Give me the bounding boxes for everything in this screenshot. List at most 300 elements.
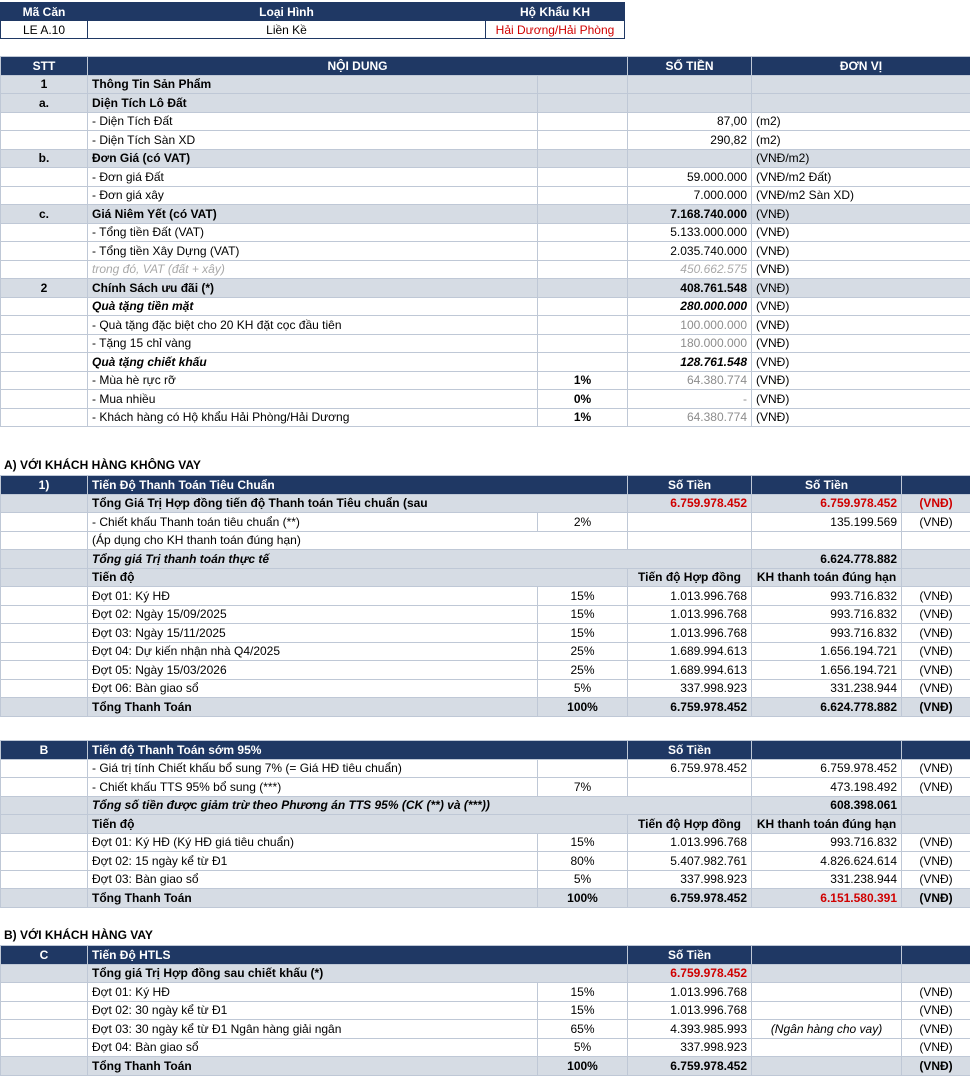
row-number xyxy=(1,371,88,390)
schedule-ontime: 331.238.944 xyxy=(752,870,902,889)
row-unit: (VNĐ/m2 Sàn XD) xyxy=(752,186,970,205)
schedule-unit: (VNĐ) xyxy=(902,1038,970,1057)
schedule-unit: (VNĐ) xyxy=(902,833,970,852)
amount-header: Số Tiền xyxy=(628,741,752,760)
blank xyxy=(1,698,88,717)
row-percent xyxy=(538,353,628,372)
blank xyxy=(1,759,88,778)
discount-percent: 7% xyxy=(538,778,628,797)
blank xyxy=(1,1057,88,1076)
schedule-unit: (VNĐ) xyxy=(902,679,970,698)
info-row xyxy=(1,205,970,224)
row-label: - Đơn giá xây xyxy=(88,186,538,205)
discount-row xyxy=(1,759,970,778)
row-amount xyxy=(628,94,752,113)
type-header: Loại Hình xyxy=(88,3,486,21)
row-number: c. xyxy=(1,205,88,224)
discount-note-row xyxy=(1,531,970,550)
discount-contract: 6.759.978.452 xyxy=(628,759,752,778)
row-label: - Diện Tích Đất xyxy=(88,112,538,131)
subheader-row xyxy=(1,815,970,834)
blank xyxy=(1,587,88,606)
row-percent xyxy=(538,260,628,279)
subheader-label: Tiến độ xyxy=(88,568,628,587)
sum-contract: 6.759.978.452 xyxy=(628,698,752,717)
household-value: Hải Dương/Hải Phòng xyxy=(486,21,625,39)
row-unit: (VNĐ) xyxy=(752,279,970,298)
type-value: Liền Kề xyxy=(88,21,486,39)
row-unit: (VNĐ) xyxy=(752,390,970,409)
total-row xyxy=(1,494,970,513)
sum-label: Tổng Thanh Toán xyxy=(88,889,538,908)
schedule-percent: 80% xyxy=(538,852,628,871)
row-percent xyxy=(538,75,628,94)
row-label: - Quà tặng đặc biệt cho 20 KH đặt cọc đầu tiên xyxy=(88,316,538,335)
subheader-ontime: KH thanh toán đúng hạn xyxy=(752,568,902,587)
info-row xyxy=(1,112,970,131)
sum-row xyxy=(1,1057,970,1076)
schedule-ontime: 993.716.832 xyxy=(752,624,902,643)
row-percent xyxy=(538,279,628,298)
loan-payment-table xyxy=(0,945,970,1076)
section-number: B xyxy=(1,741,88,760)
unit-header: ĐƠN VỊ xyxy=(752,57,970,76)
row-unit: (VNĐ) xyxy=(752,408,970,427)
schedule-label: Đợt 06: Bàn giao sổ xyxy=(88,679,538,698)
blank xyxy=(902,796,970,815)
row-amount: 450.662.575 xyxy=(628,260,752,279)
discount-unit: (VNĐ) xyxy=(902,778,970,797)
schedule-unit: (VNĐ) xyxy=(902,1001,970,1020)
row-number xyxy=(1,112,88,131)
schedule-contract: 4.393.985.993 xyxy=(628,1020,752,1039)
schedule-label: Đợt 03: Bàn giao sổ xyxy=(88,870,538,889)
row-number xyxy=(1,316,88,335)
row-percent xyxy=(538,149,628,168)
schedule-contract: 1.013.996.768 xyxy=(628,983,752,1002)
row-amount: 7.168.740.000 xyxy=(628,205,752,224)
row-label: - Tặng 15 chỉ vàng xyxy=(88,334,538,353)
discount-value: 473.198.492 xyxy=(752,778,902,797)
row-amount: - xyxy=(628,390,752,409)
total-ontime: 6.759.978.452 xyxy=(752,494,902,513)
discount-percent xyxy=(538,759,628,778)
sum-percent: 100% xyxy=(538,1057,628,1076)
unit-info-table xyxy=(0,2,625,39)
row-number xyxy=(1,223,88,242)
blank xyxy=(902,568,970,587)
schedule-contract: 1.013.996.768 xyxy=(628,605,752,624)
schedule-percent: 15% xyxy=(538,983,628,1002)
discount-row xyxy=(1,778,970,797)
sum-ontime: 6.151.580.391 xyxy=(752,889,902,908)
schedule-note: (Ngân hàng cho vay) xyxy=(752,1020,902,1039)
row-number xyxy=(1,242,88,261)
blank xyxy=(1,870,88,889)
section-header xyxy=(1,741,970,760)
row-number xyxy=(1,297,88,316)
discount-unit: (VNĐ) xyxy=(902,513,970,532)
section-number: 1) xyxy=(1,476,88,495)
blank xyxy=(1,494,88,513)
blank xyxy=(1,1020,88,1039)
blank xyxy=(752,531,902,550)
schedule-percent: 65% xyxy=(538,1020,628,1039)
info-row xyxy=(1,353,970,372)
sum-row xyxy=(1,698,970,717)
row-amount: 64.380.774 xyxy=(628,371,752,390)
schedule-label: Đợt 01: Ký HĐ xyxy=(88,587,538,606)
sum-label: Tổng Thanh Toán xyxy=(88,698,538,717)
schedule-row xyxy=(1,1038,970,1057)
info-row xyxy=(1,334,970,353)
discount-label: - Chiết khấu Thanh toán tiêu chuẩn (**) xyxy=(88,513,538,532)
sum-contract: 6.759.978.452 xyxy=(628,1057,752,1076)
blank xyxy=(752,741,902,760)
row-percent xyxy=(538,94,628,113)
blank xyxy=(902,741,970,760)
discount-note: (Áp dụng cho KH thanh toán đúng hạn) xyxy=(88,531,628,550)
schedule-contract: 337.998.923 xyxy=(628,870,752,889)
row-unit: (VNĐ) xyxy=(752,334,970,353)
amount-header: Số Tiền xyxy=(628,476,752,495)
blank xyxy=(902,946,970,965)
schedule-note xyxy=(752,1038,902,1057)
schedule-label: Đợt 02: 30 ngày kể từ Đ1 xyxy=(88,1001,538,1020)
schedule-row xyxy=(1,642,970,661)
row-amount: 290,82 xyxy=(628,131,752,150)
info-row xyxy=(1,149,970,168)
schedule-row xyxy=(1,624,970,643)
schedule-ontime: 993.716.832 xyxy=(752,605,902,624)
product-info-table xyxy=(0,56,970,427)
discount-row xyxy=(1,513,970,532)
sum-label: Tổng Thanh Toán xyxy=(88,1057,538,1076)
row-unit: (VNĐ) xyxy=(752,242,970,261)
schedule-row xyxy=(1,870,970,889)
row-number: a. xyxy=(1,94,88,113)
schedule-unit: (VNĐ) xyxy=(902,983,970,1002)
schedule-label: Đợt 03: Ngày 15/11/2025 xyxy=(88,624,538,643)
row-label: Chính Sách ưu đãi (*) xyxy=(88,279,538,298)
subheader-ontime: KH thanh toán đúng hạn xyxy=(752,815,902,834)
row-label: - Tổng tiền Xây Dựng (VAT) xyxy=(88,242,538,261)
schedule-label: Đợt 02: 15 ngày kể từ Đ1 xyxy=(88,852,538,871)
blank xyxy=(1,796,88,815)
row-unit: (m2) xyxy=(752,112,970,131)
section-a-title: A) VỚI KHÁCH HÀNG KHÔNG VAY xyxy=(4,458,201,472)
row-amount: 64.380.774 xyxy=(628,408,752,427)
schedule-percent: 15% xyxy=(538,605,628,624)
schedule-label: Đợt 02: Ngày 15/09/2025 xyxy=(88,605,538,624)
reduce-row xyxy=(1,796,970,815)
schedule-label: Đợt 05: Ngày 15/03/2026 xyxy=(88,661,538,680)
schedule-contract: 1.013.996.768 xyxy=(628,624,752,643)
row-amount xyxy=(628,75,752,94)
schedule-percent: 15% xyxy=(538,1001,628,1020)
subheader-label: Tiến độ xyxy=(88,815,628,834)
discount-label: - Giá trị tính Chiết khấu bổ sung 7% (= Giá HĐ tiêu chuẩn) xyxy=(88,759,538,778)
schedule-ontime: 993.716.832 xyxy=(752,587,902,606)
row-unit xyxy=(752,75,970,94)
info-row xyxy=(1,408,970,427)
row-number xyxy=(1,408,88,427)
row-amount: 87,00 xyxy=(628,112,752,131)
discount-value: 135.199.569 xyxy=(752,513,902,532)
row-percent xyxy=(538,205,628,224)
row-percent: 1% xyxy=(538,371,628,390)
schedule-unit: (VNĐ) xyxy=(902,605,970,624)
schedule-row xyxy=(1,679,970,698)
discount-unit: (VNĐ) xyxy=(902,759,970,778)
sum-unit: (VNĐ) xyxy=(902,889,970,908)
section-number: C xyxy=(1,946,88,965)
sum-percent: 100% xyxy=(538,889,628,908)
discount-label: - Chiết khấu TTS 95% bổ sung (***) xyxy=(88,778,538,797)
blank xyxy=(1,964,88,983)
row-unit: (VNĐ) xyxy=(752,297,970,316)
schedule-label: Đợt 04: Dự kiến nhận nhà Q4/2025 xyxy=(88,642,538,661)
info-row xyxy=(1,279,970,298)
row-percent xyxy=(538,297,628,316)
reduce-label: Tổng số tiền được giảm trừ theo Phương án TTS 95% (CK (**) và (***)) xyxy=(88,796,752,815)
schedule-unit: (VNĐ) xyxy=(902,661,970,680)
blank xyxy=(1,568,88,587)
blank xyxy=(1,624,88,643)
blank xyxy=(1,778,88,797)
schedule-label: Đợt 03: 30 ngày kể từ Đ1 Ngân hàng giải ngân xyxy=(88,1020,538,1039)
row-amount xyxy=(628,149,752,168)
blank xyxy=(1,679,88,698)
schedule-contract: 1.013.996.768 xyxy=(628,587,752,606)
row-label: - Khách hàng có Hộ khẩu Hải Phòng/Hải Dương xyxy=(88,408,538,427)
schedule-unit: (VNĐ) xyxy=(902,1020,970,1039)
sum-row xyxy=(1,889,970,908)
section-header xyxy=(1,476,970,495)
info-row xyxy=(1,260,970,279)
blank xyxy=(1,1001,88,1020)
actual-value: 6.624.778.882 xyxy=(752,550,902,569)
schedule-unit: (VNĐ) xyxy=(902,642,970,661)
row-label: Giá Niêm Yết (có VAT) xyxy=(88,205,538,224)
schedule-percent: 15% xyxy=(538,587,628,606)
schedule-ontime: 4.826.624.614 xyxy=(752,852,902,871)
actual-label: Tổng giá Trị thanh toán thực tế xyxy=(88,550,752,569)
row-amount: 2.035.740.000 xyxy=(628,242,752,261)
row-number xyxy=(1,131,88,150)
schedule-ontime: 1.656.194.721 xyxy=(752,642,902,661)
blank xyxy=(902,815,970,834)
row-percent xyxy=(538,334,628,353)
schedule-row xyxy=(1,852,970,871)
schedule-contract: 5.407.982.761 xyxy=(628,852,752,871)
amount-header: SỐ TIỀN xyxy=(628,57,752,76)
row-unit: (VNĐ/m2) xyxy=(752,149,970,168)
row-unit: (VNĐ) xyxy=(752,205,970,224)
row-unit: (VNĐ) xyxy=(752,316,970,335)
schedule-ontime: 331.238.944 xyxy=(752,679,902,698)
blank xyxy=(1,513,88,532)
blank xyxy=(1,642,88,661)
row-number: b. xyxy=(1,149,88,168)
row-percent xyxy=(538,316,628,335)
subheader-row xyxy=(1,568,970,587)
info-row xyxy=(1,390,970,409)
row-percent xyxy=(538,131,628,150)
actual-row xyxy=(1,550,970,569)
schedule-row xyxy=(1,587,970,606)
row-label: Quà tặng chiết khấu xyxy=(88,353,538,372)
blank xyxy=(1,550,88,569)
section-header xyxy=(1,946,970,965)
schedule-contract: 337.998.923 xyxy=(628,1038,752,1057)
blank xyxy=(752,1057,902,1076)
row-unit: (VNĐ) xyxy=(752,223,970,242)
schedule-percent: 25% xyxy=(538,642,628,661)
schedule-label: Đợt 04: Bàn giao sổ xyxy=(88,1038,538,1057)
row-unit xyxy=(752,94,970,113)
row-number: 2 xyxy=(1,279,88,298)
blank xyxy=(902,964,970,983)
row-unit: (VNĐ) xyxy=(752,260,970,279)
row-percent: 1% xyxy=(538,408,628,427)
schedule-unit: (VNĐ) xyxy=(902,852,970,871)
schedule-percent: 5% xyxy=(538,679,628,698)
row-amount: 59.000.000 xyxy=(628,168,752,187)
row-label: - Đơn giá Đất xyxy=(88,168,538,187)
total-label: Tổng Giá Trị Hợp đồng tiến độ Thanh toán Tiêu chuẩn (sau xyxy=(88,494,628,513)
info-row xyxy=(1,223,970,242)
schedule-note xyxy=(752,1001,902,1020)
blank xyxy=(1,833,88,852)
row-amount: 180.000.000 xyxy=(628,334,752,353)
blank xyxy=(1,852,88,871)
amount-header-2: Số Tiền xyxy=(752,476,902,495)
discount-percent: 2% xyxy=(538,513,628,532)
info-row xyxy=(1,168,970,187)
schedule-contract: 1.689.994.613 xyxy=(628,642,752,661)
standard-payment-table xyxy=(0,475,970,717)
row-amount: 7.000.000 xyxy=(628,186,752,205)
row-label: - Mùa hè rực rỡ xyxy=(88,371,538,390)
row-label: - Tổng tiền Đất (VAT) xyxy=(88,223,538,242)
info-row xyxy=(1,186,970,205)
schedule-row xyxy=(1,661,970,680)
info-row xyxy=(1,242,970,261)
row-label: - Diện Tích Sàn XD xyxy=(88,131,538,150)
sum-ontime: 6.624.778.882 xyxy=(752,698,902,717)
row-percent xyxy=(538,112,628,131)
schedule-percent: 25% xyxy=(538,661,628,680)
section-label: Tiến Độ HTLS xyxy=(88,946,628,965)
info-row xyxy=(1,371,970,390)
total-row xyxy=(1,964,970,983)
sum-contract: 6.759.978.452 xyxy=(628,889,752,908)
info-row xyxy=(1,316,970,335)
schedule-label: Đợt 01: Ký HĐ (Ký HĐ giá tiêu chuẩn) xyxy=(88,833,538,852)
row-label: Diện Tích Lô Đất xyxy=(88,94,538,113)
schedule-ontime: 1.656.194.721 xyxy=(752,661,902,680)
section-b-title: B) VỚI KHÁCH HÀNG VAY xyxy=(4,928,153,942)
row-label: trong đó, VAT (đất + xây) xyxy=(88,260,538,279)
row-unit: (m2) xyxy=(752,131,970,150)
sum-unit: (VNĐ) xyxy=(902,698,970,717)
schedule-row xyxy=(1,605,970,624)
schedule-contract: 1.013.996.768 xyxy=(628,1001,752,1020)
blank xyxy=(902,531,970,550)
total-value: 6.759.978.452 xyxy=(628,964,752,983)
blank xyxy=(1,531,88,550)
unit-code-header: Mã Căn xyxy=(1,3,88,21)
schedule-contract: 337.998.923 xyxy=(628,679,752,698)
schedule-label: Đợt 01: Ký HĐ xyxy=(88,983,538,1002)
sum-percent: 100% xyxy=(538,698,628,717)
schedule-percent: 5% xyxy=(538,870,628,889)
subheader-contract: Tiến độ Hợp đồng xyxy=(628,815,752,834)
total-contract: 6.759.978.452 xyxy=(628,494,752,513)
row-number xyxy=(1,353,88,372)
schedule-row xyxy=(1,983,970,1002)
unit-code-value: LE A.10 xyxy=(1,21,88,39)
total-label: Tổng giá Trị Hợp đồng sau chiết khấu (*) xyxy=(88,964,628,983)
blank xyxy=(1,815,88,834)
subheader-contract: Tiến độ Hợp đồng xyxy=(628,568,752,587)
household-header: Hộ Khẩu KH xyxy=(486,3,625,21)
schedule-row xyxy=(1,1020,970,1039)
row-percent xyxy=(538,242,628,261)
schedule-percent: 15% xyxy=(538,624,628,643)
row-percent xyxy=(538,223,628,242)
row-number xyxy=(1,168,88,187)
row-percent xyxy=(538,186,628,205)
blank xyxy=(1,889,88,908)
total-unit: (VNĐ) xyxy=(902,494,970,513)
blank xyxy=(1,983,88,1002)
stt-header: STT xyxy=(1,57,88,76)
schedule-note xyxy=(752,983,902,1002)
row-amount: 128.761.548 xyxy=(628,353,752,372)
blank xyxy=(752,946,902,965)
blank xyxy=(1,605,88,624)
blank xyxy=(902,550,970,569)
row-amount: 5.133.000.000 xyxy=(628,223,752,242)
row-amount: 100.000.000 xyxy=(628,316,752,335)
row-label: Đơn Giá (có VAT) xyxy=(88,149,538,168)
row-number xyxy=(1,186,88,205)
blank xyxy=(902,476,970,495)
row-label: - Mua nhiều xyxy=(88,390,538,409)
row-percent xyxy=(538,168,628,187)
schedule-percent: 15% xyxy=(538,833,628,852)
blank xyxy=(628,531,752,550)
early-payment-table xyxy=(0,740,970,908)
row-unit: (VNĐ) xyxy=(752,353,970,372)
row-amount: 408.761.548 xyxy=(628,279,752,298)
row-unit: (VNĐ) xyxy=(752,371,970,390)
schedule-unit: (VNĐ) xyxy=(902,587,970,606)
row-number: 1 xyxy=(1,75,88,94)
schedule-contract: 1.013.996.768 xyxy=(628,833,752,852)
content-header: NỘI DUNG xyxy=(88,57,628,76)
section-label: Tiến Độ Thanh Toán Tiêu Chuẩn xyxy=(88,476,628,495)
row-label: Thông Tin Sản Phẩm xyxy=(88,75,538,94)
schedule-contract: 1.689.994.613 xyxy=(628,661,752,680)
schedule-row xyxy=(1,833,970,852)
row-percent: 0% xyxy=(538,390,628,409)
schedule-ontime: 993.716.832 xyxy=(752,833,902,852)
blank xyxy=(628,513,752,532)
schedule-unit: (VNĐ) xyxy=(902,870,970,889)
